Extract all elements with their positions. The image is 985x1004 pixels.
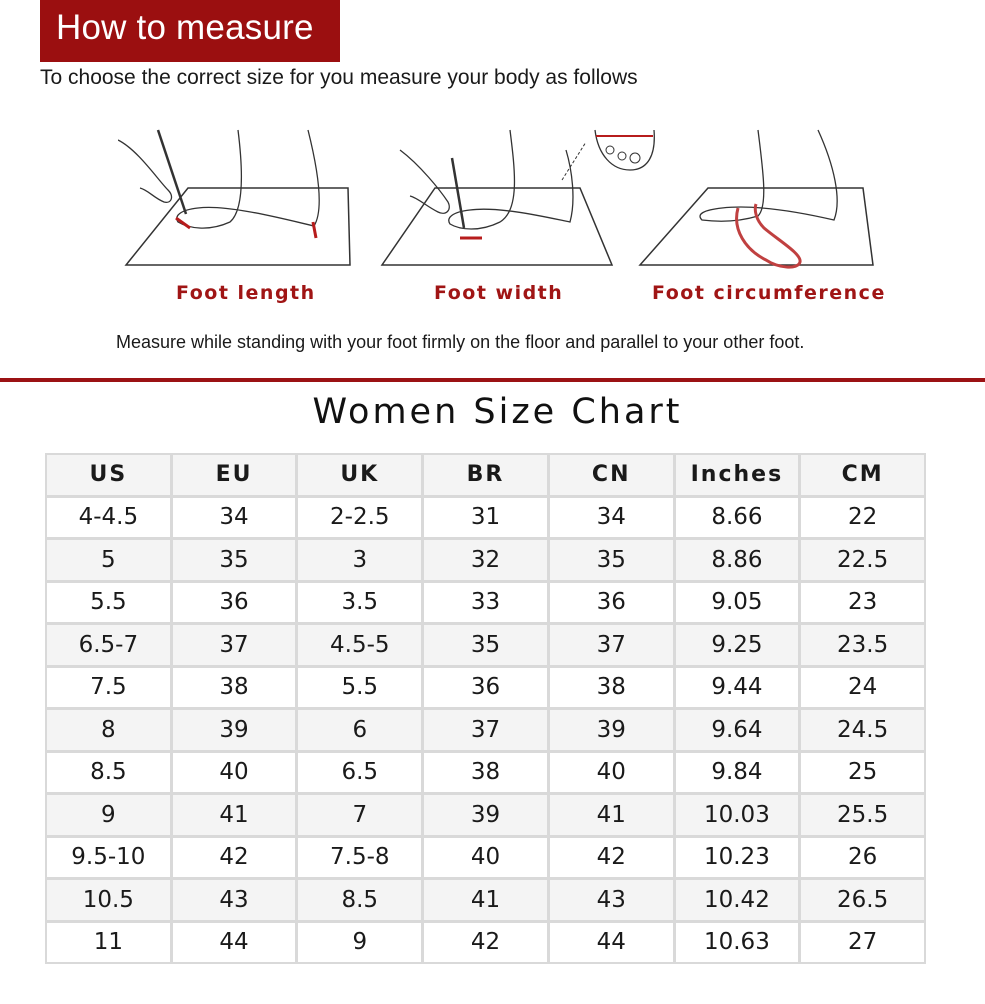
table-cell: 10.42 xyxy=(676,880,799,920)
table-cell: 24 xyxy=(801,668,924,708)
table-cell: 10.23 xyxy=(676,838,799,878)
column-header: UK xyxy=(298,455,421,495)
table-cell: 2-2.5 xyxy=(298,498,421,538)
table-cell: 23 xyxy=(801,583,924,623)
table-cell: 27 xyxy=(801,923,924,963)
table-cell: 11 xyxy=(47,923,170,963)
foot-circumference-illustration xyxy=(638,110,878,280)
table-cell: 10.5 xyxy=(47,880,170,920)
table-cell: 3.5 xyxy=(298,583,421,623)
table-cell: 33 xyxy=(424,583,547,623)
column-header: EU xyxy=(173,455,296,495)
table-cell: 35 xyxy=(173,540,296,580)
table-cell: 35 xyxy=(424,625,547,665)
table-cell: 31 xyxy=(424,498,547,538)
column-header: CN xyxy=(550,455,673,495)
divider xyxy=(0,378,985,382)
table-cell: 4-4.5 xyxy=(47,498,170,538)
intro-text: To choose the correct size for you measure your body as follows xyxy=(40,66,638,89)
table-cell: 22.5 xyxy=(801,540,924,580)
table-cell: 9.5-10 xyxy=(47,838,170,878)
measure-note: Measure while standing with your foot firmly on the floor and parallel to your other foot. xyxy=(116,332,805,352)
table-cell: 35 xyxy=(550,540,673,580)
table-cell: 6.5 xyxy=(298,753,421,793)
table-cell: 43 xyxy=(550,880,673,920)
table-cell: 36 xyxy=(550,583,673,623)
table-cell: 38 xyxy=(550,668,673,708)
table-cell: 9.25 xyxy=(676,625,799,665)
table-cell: 40 xyxy=(173,753,296,793)
table-cell: 9.44 xyxy=(676,668,799,708)
table-cell: 34 xyxy=(550,498,673,538)
table-cell: 42 xyxy=(424,923,547,963)
table-cell: 10.03 xyxy=(676,795,799,835)
column-header: US xyxy=(47,455,170,495)
table-cell: 26 xyxy=(801,838,924,878)
table-cell: 9 xyxy=(47,795,170,835)
table-cell: 7.5-8 xyxy=(298,838,421,878)
table-cell: 9.84 xyxy=(676,753,799,793)
table-cell: 39 xyxy=(424,795,547,835)
table-cell: 9.05 xyxy=(676,583,799,623)
table-cell: 37 xyxy=(173,625,296,665)
column-header: BR xyxy=(424,455,547,495)
foot-width-illustration xyxy=(380,110,660,270)
table-cell: 5.5 xyxy=(298,668,421,708)
foot-length-illustration xyxy=(118,110,358,270)
caption-foot-width: Foot width xyxy=(434,282,564,304)
table-cell: 6.5-7 xyxy=(47,625,170,665)
table-cell: 37 xyxy=(424,710,547,750)
column-header: Inches xyxy=(676,455,799,495)
table-cell: 25 xyxy=(801,753,924,793)
table-cell: 44 xyxy=(550,923,673,963)
table-cell: 40 xyxy=(550,753,673,793)
caption-foot-length: Foot length xyxy=(176,282,316,304)
table-cell: 38 xyxy=(424,753,547,793)
table-cell: 10.63 xyxy=(676,923,799,963)
table-cell: 7.5 xyxy=(47,668,170,708)
caption-foot-circumference: Foot circumference xyxy=(652,282,886,304)
table-cell: 8.5 xyxy=(47,753,170,793)
table-cell: 42 xyxy=(550,838,673,878)
table-cell: 40 xyxy=(424,838,547,878)
page-title: How to measure xyxy=(56,8,314,47)
table-cell: 39 xyxy=(550,710,673,750)
table-cell: 38 xyxy=(173,668,296,708)
chart-title: Women Size Chart xyxy=(312,392,683,432)
table-cell: 26.5 xyxy=(801,880,924,920)
table-cell: 41 xyxy=(424,880,547,920)
table-cell: 8 xyxy=(47,710,170,750)
table-cell: 8.5 xyxy=(298,880,421,920)
table-cell: 32 xyxy=(424,540,547,580)
table-cell: 41 xyxy=(550,795,673,835)
table-cell: 24.5 xyxy=(801,710,924,750)
table-cell: 22 xyxy=(801,498,924,538)
table-cell: 36 xyxy=(424,668,547,708)
table-cell: 9.64 xyxy=(676,710,799,750)
table-cell: 42 xyxy=(173,838,296,878)
table-cell: 9 xyxy=(298,923,421,963)
table-cell: 34 xyxy=(173,498,296,538)
table-cell: 36 xyxy=(173,583,296,623)
table-cell: 37 xyxy=(550,625,673,665)
table-cell: 25.5 xyxy=(801,795,924,835)
table-cell: 5 xyxy=(47,540,170,580)
table-cell: 44 xyxy=(173,923,296,963)
table-cell: 6 xyxy=(298,710,421,750)
size-table xyxy=(45,453,926,964)
table-cell: 7 xyxy=(298,795,421,835)
table-cell: 43 xyxy=(173,880,296,920)
table-cell: 8.66 xyxy=(676,498,799,538)
table-cell: 39 xyxy=(173,710,296,750)
table-cell: 41 xyxy=(173,795,296,835)
table-cell: 4.5-5 xyxy=(298,625,421,665)
table-cell: 5.5 xyxy=(47,583,170,623)
table-cell: 23.5 xyxy=(801,625,924,665)
table-cell: 3 xyxy=(298,540,421,580)
table-cell: 8.86 xyxy=(676,540,799,580)
column-header: CM xyxy=(801,455,924,495)
